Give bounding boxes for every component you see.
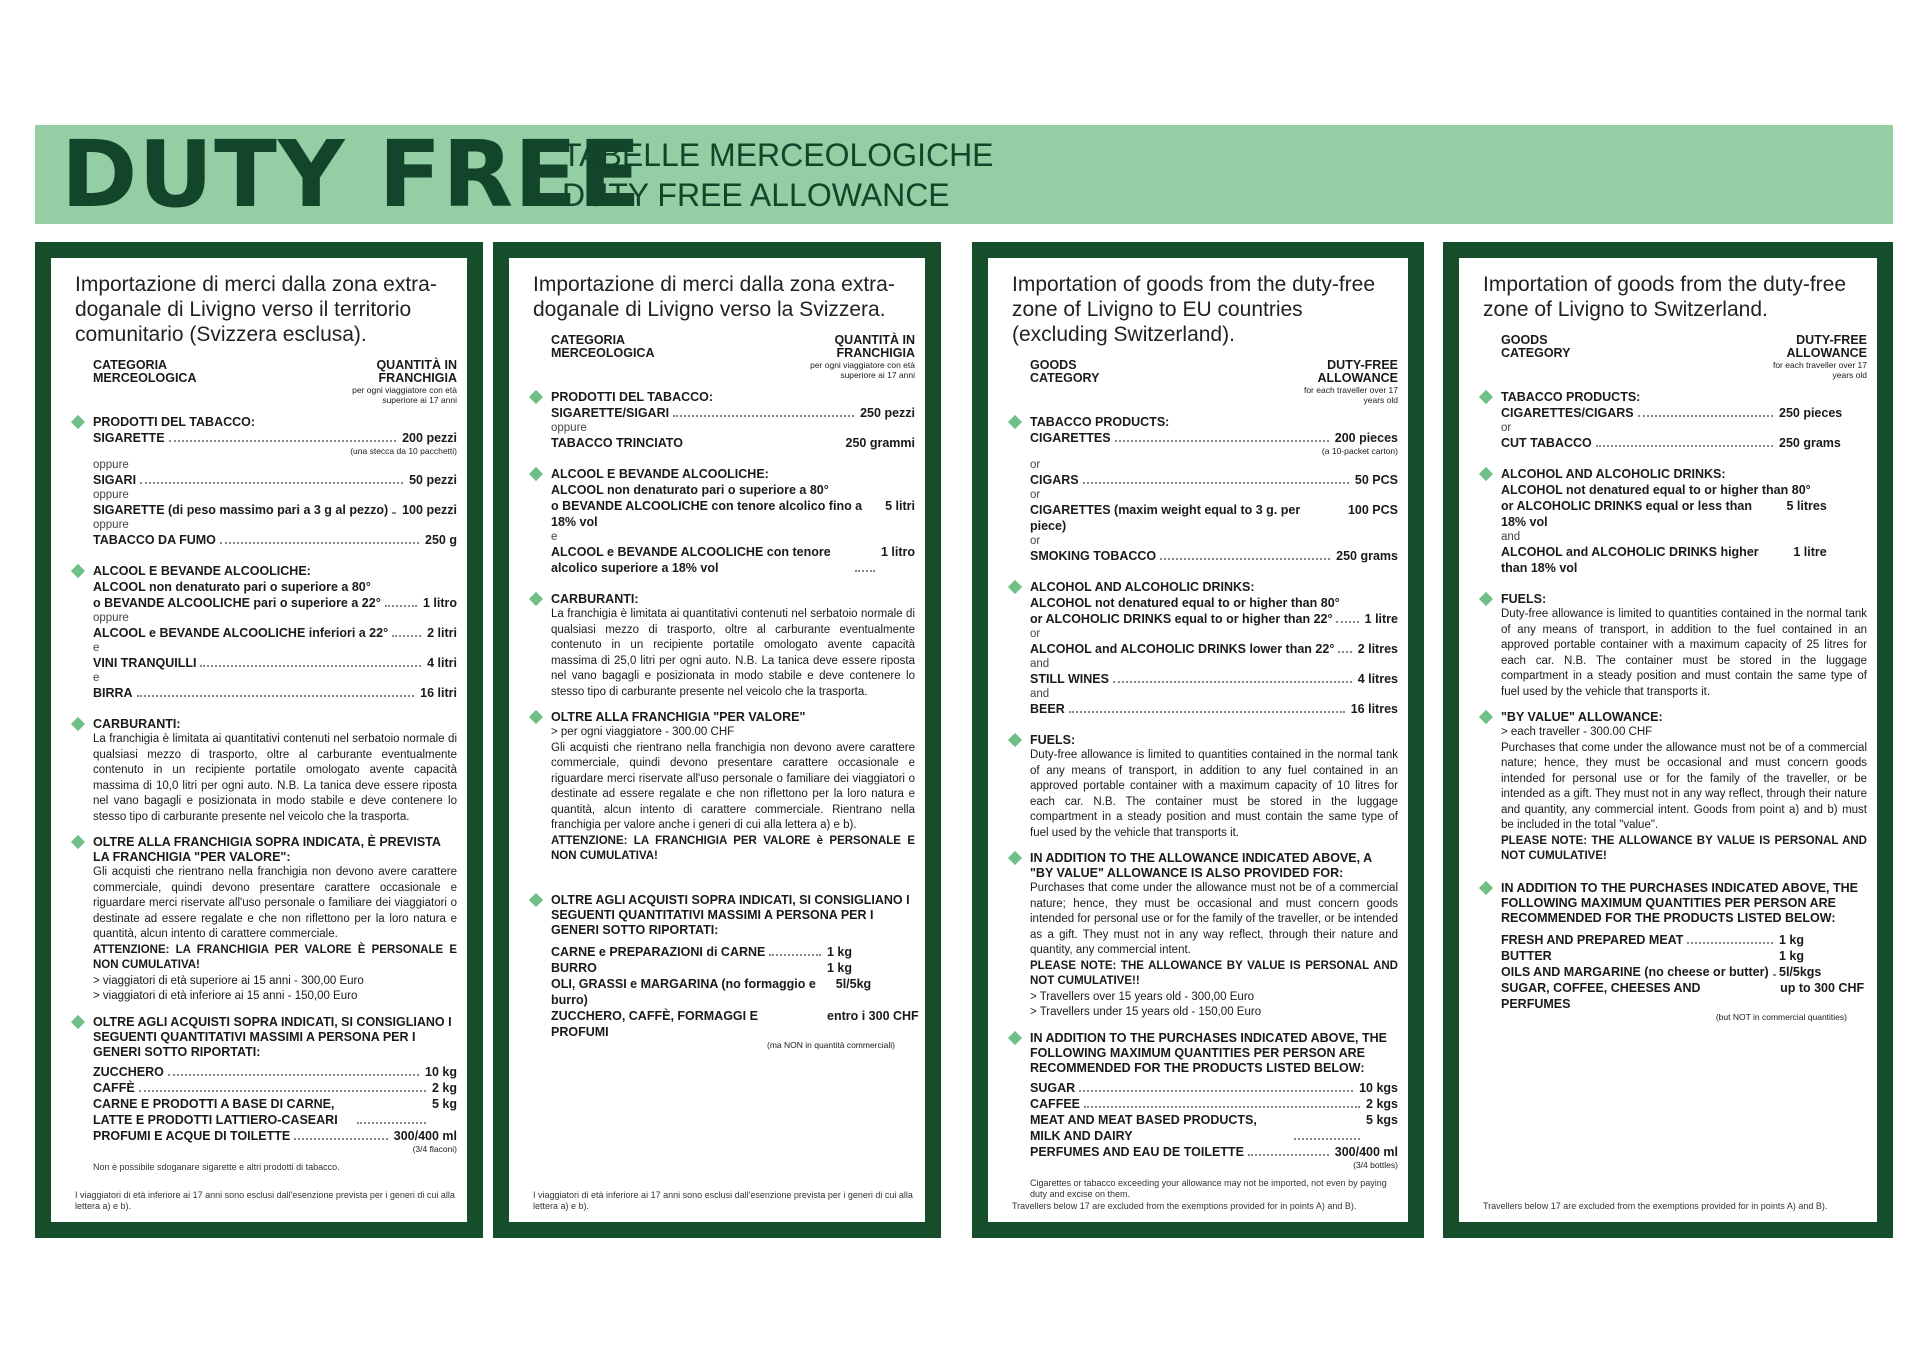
item-note: (3/4 flaconi) (412, 1143, 457, 1154)
footnote: I viaggiatori di età inferiore ai 17 anni sono esclusi dall'esenzione prevista per i generi di cui alla lettera a) e b). (533, 1190, 913, 1211)
list-item: SUGAR, COFFEE, CHEESES AND PERFUMES up to 300 CHF (1501, 980, 1865, 1011)
and-label: and (1501, 531, 1521, 543)
list-item: ZUCCHERO, CAFFÈ, FORMAGGI E PROFUMI entro i 300 CHF (551, 1008, 919, 1039)
column-header-category: GOODS CATEGORY (1030, 358, 1100, 385)
list-item: BEER 16 litres (1030, 702, 1398, 716)
list-item: TABACCO TRINCIATO 250 grammi (551, 436, 915, 450)
section-max-quantities (1483, 881, 1867, 1022)
header-banner (35, 121, 1893, 228)
list-item: SMOKING TOBACCO 250 grams (1030, 549, 1398, 563)
list-item: ALCOOL e BEVANDE ALCOOLICHE con tenore alcolico superiore a 18% vol 1 litro (551, 545, 915, 575)
list-item: ALCOHOL and ALCOHOLIC DRINKS lower than 22° 2 litres (1030, 642, 1398, 656)
section-fuel (1483, 592, 1867, 700)
section-fuel (1012, 733, 1398, 841)
section-body: Gli acquisti che rientrano nella franchigia non devono avere carattere commerciale, quindi devono presentare carattere occasionale e riguardare merci riservate all'uso personale o familiare dei viaggiatori o destinate ad essere regalate e che non riflettono per la loro natura e quantità, alcun intento di carattere commerciale. Rientrano nella franchigia per valore anche i generi di cui alla lettera a) e b). (551, 741, 915, 831)
column-headers (1501, 334, 1867, 380)
section-alcohol (533, 467, 915, 576)
section-tobacco (75, 415, 457, 548)
or-label: oppure (93, 459, 129, 471)
section-max-quantities (75, 1015, 457, 1154)
column-header-allowance: DUTY-FREE ALLOWANCE for each traveller over 17 years old (1772, 333, 1867, 380)
list-item: TABACCO DA FUMO 250 g (93, 533, 457, 547)
page-title: DUTY FREE (61, 121, 642, 228)
item-note: (3/4 bottles) (1353, 1159, 1398, 1170)
list-item: CARNE e PREPARAZIONI di CARNE 1 kg (551, 944, 853, 959)
warning-text: PLEASE NOTE: THE ALLOWANCE BY VALUE IS PERSONAL AND NOT CUMULATIVE! (1501, 834, 1867, 862)
or-label: or (1030, 535, 1041, 547)
and-label: and (1030, 658, 1050, 670)
panel-english-eu (972, 242, 1424, 1238)
list-item: VINI TRANQUILLI 4 litri (93, 656, 457, 670)
section-title: OLTRE AGLI ACQUISTI SOPRA INDICATI, SI CONSIGLIANO I SEGUENTI QUANTITATIVI MASSIMI A PERSONA PER I GENERI SOTTO RIPORTATI: (551, 892, 910, 937)
or-label: oppure (93, 519, 129, 531)
value-line: > viaggiatori di età inferiore ai 15 anni - 150,00 Euro (93, 990, 358, 1002)
list-item: ZUCCHERO 10 kg (93, 1064, 457, 1079)
value-line: > per ogni viaggiatore - 300.00 CHF (551, 726, 735, 738)
column-headers (1030, 359, 1398, 405)
list-item: OLI, GRASSI e MARGARINA (no formaggio e burro) 5l/5kg (551, 976, 872, 1007)
list-item: or ALCOHOLIC DRINKS equal or less than 18% vol 5 litres (1501, 499, 1827, 529)
list-item: CIGARETTES 200 pieces (1030, 431, 1398, 445)
section-body: Duty-free allowance is limited to quantities contained in the normal tank of any means of transport, in addition to the fuel contained in an approved portable container with a maximum capacity of 25 litres for each car. N.B. The container must be stored in the luggage compartment in a steady position and must contain the same type of fuel used by the vehicle that transports it. (1501, 608, 1867, 698)
section-title: PRODOTTI DEL TABACCO: (551, 390, 714, 404)
column-header-category: CATEGORIA MERCEOLOGICA (93, 358, 197, 385)
section-body: La franchigia è limitata ai quantitativi contenuti nel serbatoio normale di qualsiasi mezzo di trasporto, oltre al carburante eventualmente contenuto in un recipiente portatile omologato avente capacità massima di 25,0 litri per ogni auto. N.B. La tanica deve essere riposta nel vano bagagli e posizionata in modo stabile e deve contenere lo stesso tipo di carburante presente nel veicolo che la trasporta. (551, 608, 915, 698)
section-body: Purchases that come under the allowance must not be of a commercial nature; hence, they must be occasional and must concern goods intended for personal use or for the family of the traveller, or be intended as a gift. They must not in any way reflect, through their nature and quantity, any commercial intent. Goods from point a) and b) must be included in the total "value". (1501, 741, 1867, 831)
section-title: ALCOOL E BEVANDE ALCOOLICHE: (551, 467, 769, 481)
section-by-value (1483, 710, 1867, 865)
section-max-quantities (533, 892, 919, 1050)
value-line: > Travellers under 15 years old - 150,00 Euro (1030, 1006, 1262, 1018)
warning-text: PLEASE NOTE: THE ALLOWANCE BY VALUE IS PERSONAL AND NOT CUMULATIVE!! (1030, 959, 1398, 987)
value-line: > viaggiatori di età superiore ai 15 anni - 300,00 Euro (93, 974, 364, 987)
or-label: or (1030, 489, 1041, 501)
list-item: or ALCOHOLIC DRINKS equal to or higher than 22° 1 litre (1030, 612, 1398, 626)
and-label: e (93, 642, 100, 654)
list-item: OILS AND MARGARINE (no cheese or butter) 5l/5kgs (1501, 964, 1822, 979)
item-note: (ma NON in quantità commerciali) (766, 1039, 895, 1050)
section-fuel (75, 717, 457, 825)
panel-heading: Importation of goods from the duty-free zone of Livigno to EU countries (excluding Switzerland). (1012, 273, 1376, 346)
or-label: or (1030, 628, 1041, 640)
list-item: SIGARETTE/SIGARI 250 pezzi (551, 406, 915, 420)
footnote: Travellers below 17 are excluded from the exemptions provided for in points A) and B). (1483, 1201, 1828, 1211)
list-item: SIGARI 50 pezzi (93, 473, 457, 487)
or-label: or (1501, 422, 1512, 434)
list-item: MEAT AND MEAT BASED PRODUCTS, MILK AND DAIRY 5 kgs (1030, 1112, 1398, 1143)
column-header-category: CATEGORIA MERCEOLOGICA (551, 333, 655, 360)
list-item: o BEVANDE ALCOOLICHE con tenore alcolico fino a 18% vol 5 litri (551, 499, 915, 529)
list-item: ALCOHOL and ALCOHOLIC DRINKS higher than 18% vol 1 litre (1501, 545, 1827, 575)
section-body: La franchigia è limitata ai quantitativi contenuti nel serbatoio normale di qualsiasi mezzo di trasporto, oltre al carburante eventualmente contenuto in un recipiente portatile omologato avente capacità massima di 10,0 litri per ogni auto. N.B. La tanica deve essere riposta nel vano bagagli e posizionata in modo stabile e deve contenere lo stesso tipo di carburante presente nel veicolo che la trasporta. (93, 733, 457, 823)
or-label: oppure (93, 489, 129, 501)
section-body: Duty-free allowance is limited to quantities contained in the normal tank of any means of transport, in addition to any fuel contained in an approved portable container with a maximum capacity of 10 litres for each car. N.B. The container must be stored in the luggage compartment in a steady position and must contain the same type of fuel used by the vehicle that transports it. (1030, 749, 1398, 839)
panel-heading: Importazione di merci dalla zona extra-doganale di Livigno verso la Svizzera. (533, 273, 895, 321)
list-item: CUT TABACCO 250 grams (1501, 436, 1841, 450)
section-tobacco (533, 390, 915, 451)
footnote: Travellers below 17 are excluded from the exemptions provided for in points A) and B). (1012, 1201, 1357, 1211)
section-title: TABACCO PRODUCTS: (1030, 415, 1170, 429)
section-by-value (75, 835, 457, 1005)
section-max-quantities (1012, 1031, 1398, 1170)
list-item: BUTTER 1 kg (1501, 948, 1805, 963)
section-title: ALCOHOL AND ALCOHOLIC DRINKS: (1030, 580, 1255, 594)
banner-subtitles (562, 135, 994, 215)
list-item: SIGARETTE (di peso massimo pari a 3 g al pezzo) 100 pezzi (93, 503, 457, 517)
section-title: CARBURANTI: (93, 717, 181, 731)
section-fuel (533, 592, 915, 700)
list-item: ALCOHOL not denatured equal to or higher than 80° (1501, 483, 1811, 497)
item-note: (a 10-packet carton) (1321, 446, 1398, 456)
section-alcohol (75, 564, 457, 701)
section-body: Gli acquisti che rientrano nella franchigia non devono avere carattere commerciale, quindi devono presentare carattere occasionale e riguardare merci riservate all'uso personale o familiare dei viaggiatori o destinate ad essere regalate e che non riflettono per la loro natura e quantità, alcun intento di carattere commerciale. (93, 866, 457, 940)
subtitle-italian: TABELLE MERCEOLOGICHE (562, 137, 994, 173)
section-title: FUELS: (1030, 733, 1076, 747)
list-item: PROFUMI E ACQUE DI TOILETTE 300/400 ml (93, 1128, 457, 1143)
section-alcohol (1012, 580, 1398, 717)
section-title: PRODOTTI DEL TABACCO: (93, 415, 256, 429)
or-label: oppure (93, 612, 129, 624)
fine-print: Non è possibile sdoganare sigarette e altri prodotti di tabacco. (93, 1161, 340, 1172)
section-title: CARBURANTI: (551, 592, 639, 606)
list-item: ALCOOL e BEVANDE ALCOOLICHE inferiori a 22° 2 litri (93, 626, 457, 640)
list-item: CAFFÈ 2 kg (93, 1080, 457, 1095)
list-item: STILL WINES 4 litres (1030, 672, 1398, 686)
list-item: PERFUMES AND EAU DE TOILETTE 300/400 ml (1030, 1144, 1398, 1159)
section-title: OLTRE AGLI ACQUISTI SOPRA INDICATI, SI CONSIGLIANO I SEGUENTI QUANTITATIVI MASSIMI A PERSONA PER I GENERI SOTTO RIPORTATI: (93, 1014, 452, 1059)
column-header-allowance: QUANTITÀ IN FRANCHIGIA per ogni viaggiatore con età superiore ai 17 anni (352, 358, 457, 405)
section-alcohol (1483, 467, 1867, 576)
list-item: CAFFEE 2 kgs (1030, 1096, 1398, 1111)
section-body: Purchases that come under the allowance must not be of a commercial nature; hence, they must be occasional and must concern goods intended for personal use or for the family of the traveller, or be intended as a gift. They must not in any way reflect, through their nature and quantity, any commercial intent. (1030, 882, 1398, 956)
warning-text: ATTENZIONE: LA FRANCHIGIA PER VALORE È PERSONALE E NON CUMULATIVA! (93, 943, 457, 971)
subtitle-english: DUTY FREE ALLOWANCE (562, 177, 950, 213)
section-title: OLTRE ALLA FRANCHIGIA "PER VALORE" (551, 710, 806, 724)
list-item: ALCOOL non denaturato pari o superiore a 80° (93, 580, 371, 594)
list-item: SUGAR 10 kgs (1030, 1080, 1398, 1095)
section-title: ALCOHOL AND ALCOHOLIC DRINKS: (1501, 467, 1726, 481)
list-item: SIGARETTE 200 pezzi (93, 431, 457, 445)
panel-italy-switzerland (493, 242, 941, 1238)
list-item: CARNE E PRODOTTI A BASE DI CARNE, LATTE E PRODOTTI LATTIERO-CASEARI 5 kg (93, 1096, 457, 1127)
or-label: or (1030, 459, 1041, 471)
panel-english-switzerland (1443, 242, 1893, 1238)
section-title: IN ADDITION TO THE PURCHASES INDICATED ABOVE, THE FOLLOWING MAXIMUM QUANTITIES PER PERSON ARE RECOMMENDED FOR THE PRODUCTS LISTED BELOW: (1501, 880, 1858, 925)
column-header-allowance: DUTY-FREE ALLOWANCE for each traveller over 17 years old (1303, 358, 1398, 405)
column-headers (551, 334, 915, 380)
column-header-category: GOODS CATEGORY (1501, 333, 1571, 360)
panel-italy-eu (35, 242, 483, 1238)
section-title: IN ADDITION TO THE ALLOWANCE INDICATED ABOVE, A "BY VALUE" ALLOWANCE IS ALSO PROVIDED FOR: (1030, 851, 1372, 880)
list-item: CIGARS 50 PCS (1030, 473, 1398, 487)
list-item: ALCOOL non denaturato pari o superiore a 80° (551, 483, 829, 497)
or-label: oppure (551, 422, 587, 434)
list-item: FRESH AND PREPARED MEAT 1 kg (1501, 932, 1805, 947)
section-title: FUELS: (1501, 592, 1547, 606)
list-item: o BEVANDE ALCOOLICHE pari o superiore a 22° 1 litro (93, 596, 457, 610)
and-label: e (93, 672, 100, 684)
section-title: IN ADDITION TO THE PURCHASES INDICATED ABOVE, THE FOLLOWING MAXIMUM QUANTITIES PER PERSON ARE RECOMMENDED FOR THE PRODUCTS LISTED BELOW: (1030, 1030, 1387, 1075)
list-item: CIGARETTES/CIGARS 250 pieces (1501, 406, 1843, 420)
section-tobacco (1483, 390, 1867, 451)
value-line: > each traveller - 300.00 CHF (1501, 726, 1653, 738)
column-header-allowance: QUANTITÀ IN FRANCHIGIA per ogni viaggiatore con età superiore ai 17 anni (810, 333, 915, 380)
warning-text: ATTENZIONE: LA FRANCHIGIA PER VALORE è PERSONALE E NON CUMULATIVA! (551, 834, 915, 862)
and-label: and (1030, 688, 1050, 700)
list-item: CIGARETTES (maxim weight equal to 3 g. per piece) 100 PCS (1030, 503, 1398, 533)
section-title: ALCOOL E BEVANDE ALCOOLICHE: (93, 564, 311, 578)
section-title: "BY VALUE" ALLOWANCE: (1501, 710, 1663, 724)
footnote: I viaggiatori di età inferiore ai 17 anni sono esclusi dall'esenzione prevista per i generi di cui alla lettera a) e b). (75, 1190, 455, 1211)
and-label: e (551, 531, 558, 543)
column-headers (93, 359, 457, 405)
list-item: BURRO 1 kg (551, 960, 853, 975)
list-item: ALCOHOL not denatured equal to or higher than 80° (1030, 596, 1340, 610)
section-title: TABACCO PRODUCTS: (1501, 390, 1641, 404)
item-note: (but NOT in commercial quantities) (1715, 1011, 1847, 1022)
item-note: (una stecca da 10 pacchetti) (350, 446, 457, 456)
section-tobacco (1012, 415, 1398, 564)
list-item: BIRRA 16 litri (93, 686, 457, 700)
value-line: > Travellers over 15 years old - 300,00 Euro (1030, 990, 1255, 1003)
fine-print: Cigarettes or tabacco exceeding your allowance may not be imported, not even by paying duty and excise on them. (1030, 1177, 1387, 1199)
panel-heading: Importazione di merci dalla zona extra-doganale di Livigno verso il territorio comunitario (Svizzera esclusa). (75, 273, 437, 346)
panel-heading: Importation of goods from the duty-free zone of Livigno to Switzerland. (1483, 273, 1847, 321)
section-by-value (1012, 851, 1398, 1021)
section-by-value (533, 710, 915, 865)
section-title: OLTRE ALLA FRANCHIGIA SOPRA INDICATA, È PREVISTA LA FRANCHIGIA "PER VALORE": (93, 835, 441, 864)
